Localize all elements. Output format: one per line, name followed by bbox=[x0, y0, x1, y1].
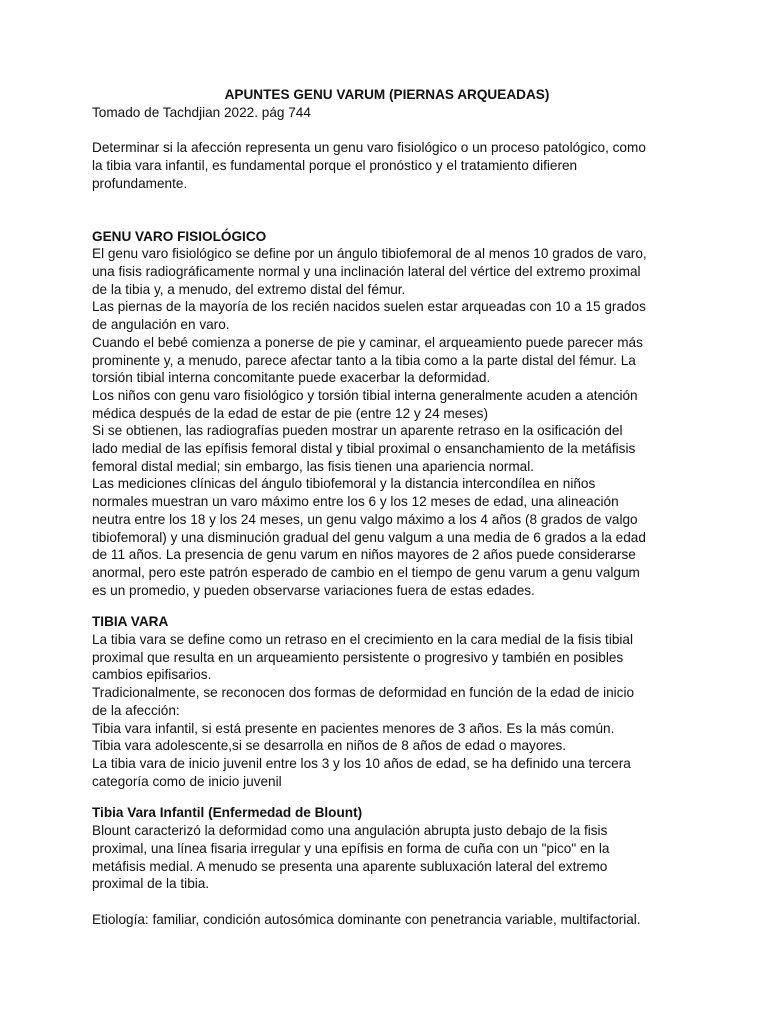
body-line: Tibia vara infantil, si está presente en pacientes menores de 3 años. Es la más común. bbox=[92, 720, 615, 736]
spacer bbox=[92, 790, 682, 804]
section-heading-tibia-vara: TIBIA VARA bbox=[92, 614, 169, 630]
body-line: anormal, pero este patrón esperado de cambio en el tiempo de genu varum a genu valgum bbox=[92, 564, 640, 580]
body-line: médica después de la edad de estar de pie (entre 12 y 24 meses) bbox=[92, 405, 488, 421]
etiology-line: Etiología: familiar, condición autosómica dominante con penetrancia variable, multifactorial. bbox=[92, 911, 641, 927]
body-line: de la afección: bbox=[92, 702, 180, 718]
intro-line: Determinar si la afección representa un genu varo fisiológico o un proceso patológico, como bbox=[92, 140, 646, 156]
body-line: una fisis radiográficamente normal y una inclinación lateral del vértice del extremo proximal bbox=[92, 264, 641, 279]
body-line: proximal de la tibia. bbox=[92, 876, 210, 892]
body-line: de la tibia y, a menudo, del extremo distal del fémur. bbox=[92, 281, 406, 297]
spacer bbox=[92, 599, 682, 613]
body-line: cambios epifisarios. bbox=[92, 667, 212, 683]
body-line: torsión tibial interna concomitante puede exacerbar la deformidad. bbox=[92, 370, 491, 386]
body-line: Blount caracterizó la deformidad como una angulación abrupta justo debajo de la fisis bbox=[92, 823, 608, 839]
body-line: Tradicionalmente, se reconocen dos formas de deformidad en función de la edad de inicio bbox=[92, 685, 635, 701]
body-line: El genu varo fisiológico se define por un ángulo tibiofemoral de al menos 10 grados de varo, bbox=[92, 246, 647, 262]
body-line: de angulación en varo. bbox=[92, 317, 230, 333]
section-body-tibia-vara bbox=[92, 631, 682, 790]
body-line: tibiofemoral) y una disminución gradual del genu valgum a una media de 6 grados a la edad bbox=[92, 529, 646, 545]
body-line: Si se obtienen, las radiografías pueden mostrar un aparente retraso en la osificación del bbox=[92, 423, 623, 439]
body-line: Las mediciones clínicas del ángulo tibiofemoral y la distancia intercondílea en niños bbox=[92, 476, 596, 492]
body-line: prominente y, a menudo, parece afectar tanto a la tibia como a la parte distal del fémur. La bbox=[92, 352, 636, 368]
section-body-genu-varo bbox=[92, 245, 682, 599]
source-citation: Tomado de Tachdjian 2022. pág 744 bbox=[92, 104, 311, 120]
body-line: La tibia vara de inicio juvenil entre los 3 y los 10 años de edad, se ha definido una tercera bbox=[92, 755, 631, 771]
body-line: Tibia vara adolescente,si se desarrolla en niños de 8 años de edad o mayores. bbox=[92, 738, 567, 754]
section-heading-genu-varo: GENU VARO FISIOLÓGICO bbox=[92, 228, 267, 244]
body-line: proximal que resulta en un arqueamiento persistente o progresivo y también en posibles bbox=[92, 649, 624, 665]
body-line: femoral distal medial; sin embargo, las fisis tienen una apariencia normal. bbox=[92, 458, 535, 474]
body-line: de 11 años. La presencia de genu varum en niños mayores de 2 años puede considerarse bbox=[92, 547, 636, 563]
body-line: Los niños con genu varo fisiológico y torsión tibial interna generalmente acuden a atención bbox=[92, 387, 638, 403]
body-line: normales muestran un varo máximo entre los 6 y los 12 meses de edad, una alineación bbox=[92, 494, 619, 510]
section-heading-blount: Tibia Vara Infantil (Enfermedad de Blount) bbox=[92, 805, 363, 821]
document-title: APUNTES GENU VARUM (PIERNAS ARQUEADAS) bbox=[224, 87, 550, 102]
body-line: La tibia vara se define como un retraso en el crecimiento en la cara medial de la fisis tibial bbox=[92, 632, 634, 648]
body-line: proximal, una línea fisaria irregular y una epífisis en forma de cuña con un "pico" en la bbox=[92, 840, 610, 856]
body-line: Cuando el bebé comienza a ponerse de pie y caminar, el arqueamiento puede parecer más bbox=[92, 334, 643, 350]
body-line: es un promedio, y pueden observarse variaciones fuera de estas edades. bbox=[92, 582, 535, 598]
spacer bbox=[92, 192, 682, 227]
spacer bbox=[92, 121, 682, 139]
intro-paragraph bbox=[92, 139, 682, 192]
spacer bbox=[92, 893, 682, 911]
intro-line: profundamente. bbox=[92, 175, 188, 191]
body-line: Las piernas de la mayoría de los recién nacidos suelen estar arqueadas con 10 a 15 grados bbox=[92, 299, 646, 315]
section-body-blount bbox=[92, 822, 682, 893]
body-line: metáfisis medial. A menudo se presenta una aparente subluxación lateral del extremo bbox=[92, 858, 608, 874]
body-line: neutra entre los 18 y los 24 meses, un genu valgo máximo a los 4 años (8 grados de valgo bbox=[92, 511, 638, 527]
intro-line: la tibia vara infantil, es fundamental porque el pronóstico y el tratamiento difieren bbox=[92, 157, 578, 173]
body-line: lado medial de las epífisis femoral distal y tibial proximal o ensanchamiento de la metáfisis bbox=[92, 441, 636, 457]
body-line: categoría como de inicio juvenil bbox=[92, 773, 282, 789]
document-page bbox=[92, 86, 682, 928]
